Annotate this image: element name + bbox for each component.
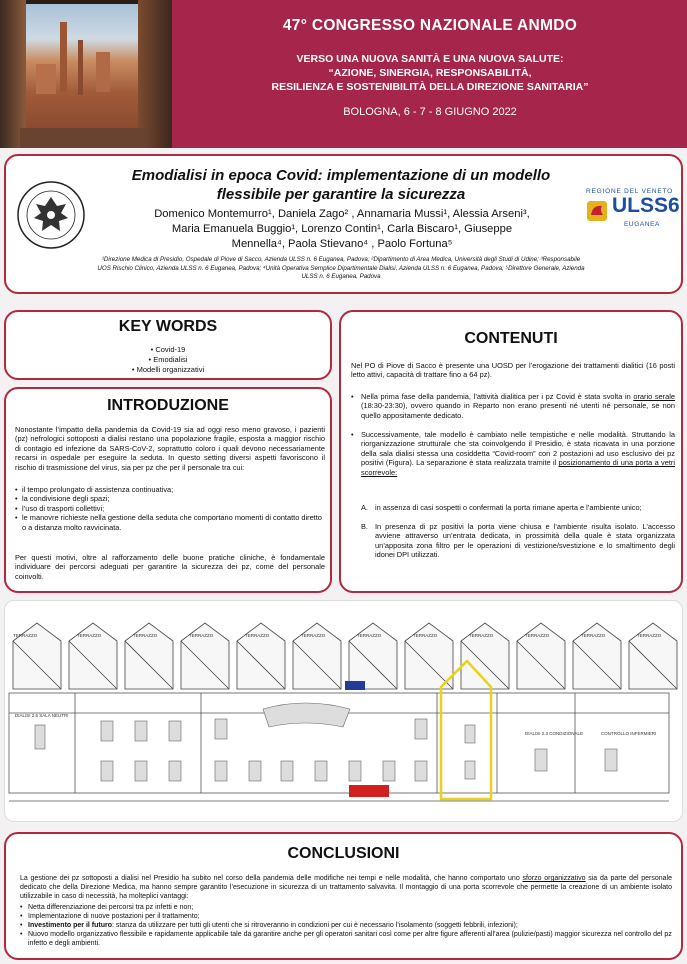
contenuti-item-b: B. In presenza di pz positivi la porta viene chiusa e l’ambiente risulta isolato. L’accesso avviene attraverso un’entrata dedicata, in prossimità della quale è stata organizzata un’apposita zona filtro per le operazioni di vestizione/svestizione e lo smaltimento degli idonei DPI utilizzati. bbox=[361, 522, 675, 560]
blue-marker bbox=[345, 681, 365, 690]
floor-plan-label: TERRAZZO bbox=[245, 633, 270, 638]
intro-bullet: • l’uso di trasporti collettivi; bbox=[15, 504, 325, 513]
floor-plan-label: TERRAZZO bbox=[469, 633, 494, 638]
ulss-label: ULSS6 bbox=[612, 194, 680, 217]
author-list: Domenico Montemurro¹, Daniela Zago² , Annamaria Mussi¹, Alessia Arseni³, Maria Emanuela Buggio¹, Lorenzo Contin¹, Carla Biscaro¹, Giuseppe Mennella⁴, Paola Stievano⁴ , Paolo Fortuna⁵ bbox=[154, 208, 530, 250]
lion-of-st-mark-icon bbox=[586, 200, 608, 222]
floor-plan-label: TERRAZZO bbox=[13, 633, 38, 638]
affiliations: ¹Direzione Medica di Presidio, Ospedale di Piove di Sacco, Azienda ULSS n. 6 Euganea, Padova; ²Dipartimento di Area Medica, Università degli Studi di Udine; ³Responsabile UOS Rischio Clinico, Azienda ULSS n. 6 Euganea, Padova; ⁴Unità Operativa Semplice Dipartimentale Dialisi, Azienda ULSS n. 6 Euganea, Padova; ⁵Direttore Generale, Azienda ULSS n. 6 Euganea, Padova bbox=[97, 256, 585, 280]
contenuti-bullet-2: • Successivamente, tale modello è cambiato nelle tempistiche e nelle modalità. Struttando la riorganizzazione strutturale che sta coinvolgendo il Presidio, è stata ricavata in una porzione della sala dialisi stessa una cosiddetta “Covid-room” con 2 postazioni ad uso esclusivo dei pz positivi (Figura). La separazione è stata realizzata tramite il posizionamento di una porta a vetri scorrevole: bbox=[351, 430, 675, 477]
keywords-list bbox=[6, 345, 330, 375]
floor-plan-label: TERRAZZO bbox=[357, 633, 382, 638]
room-label-nurses: CONTROLLO INFERMIERI bbox=[601, 731, 657, 736]
contenuti-panel bbox=[339, 310, 683, 593]
congress-date: BOLOGNA, 6 - 7 - 8 GIUGNO 2022 bbox=[343, 106, 517, 118]
title-panel bbox=[4, 154, 683, 294]
bologna-window-photo bbox=[0, 0, 172, 148]
floor-plan-label: TERRAZZO bbox=[413, 633, 438, 638]
intro-bullet: • la condivisione degli spazi; bbox=[15, 494, 325, 503]
conclusioni-bullet: • Nuovo modello organizzativo flessibile e rapidamente applicabile tale da garantire anche per gli operatori sanitari così come per altre figure afferenti all’area (pulizie/pasti) maggior sicurezza nel controllo del pz infetto e degli ambienti. bbox=[20, 930, 672, 948]
euganea-label: EUGANEA bbox=[624, 221, 660, 228]
congress-header bbox=[0, 0, 687, 148]
region-label: REGIONE DEL VENETO bbox=[586, 188, 674, 195]
room-label-right: DIALISI 2.3 CONDIZIONALE bbox=[525, 731, 584, 736]
floor-plan-label: TERRAZZO bbox=[301, 633, 326, 638]
conclusioni-paragraph: La gestione dei pz sottoposti a dialisi nel Presidio ha subito nel corso della pandemia delle modifiche nei tempi e nelle modalità, che hanno comportato uno sforzo organizzativo sia da parte del personale dedicato che della Direzione Medica, ma hanno sempre garantito l’esecuzione in sicurezza di un trattamento salvavita. Il montaggio di una porta scorrevole che permette la creazione di un ambiente isolato utilizzabile in caso di necessità, ha molteplici vantaggi: bbox=[20, 875, 672, 900]
floor-plan-label: TERRAZZO bbox=[77, 633, 102, 638]
congress-title: 47° CONGRESSO NAZIONALE ANMDO bbox=[282, 17, 578, 34]
intro-bullet: • il tempo prolungato di assistenza continuativa; bbox=[15, 485, 325, 494]
floor-plan-label: TERRAZZO bbox=[133, 633, 158, 638]
intro-bullet: • le manovre richieste nella gestione della seduta che comportano momenti di contatto diretto o a distanza molto ravvicinata. bbox=[15, 513, 325, 532]
floor-plan-label: TERRAZZO bbox=[637, 633, 662, 638]
conclusioni-bullet: • Netta differenziazione dei percorsi tra pz infetti e non; bbox=[20, 903, 672, 912]
floor-plan-label: TERRAZZO bbox=[581, 633, 606, 638]
intro-panel bbox=[4, 387, 332, 593]
paper-title: Emodialisi in epoca Covid: implementazione di un modello flessibile per garantire la sicurezza bbox=[131, 167, 551, 203]
keyword-item: • Covid-19 bbox=[6, 345, 330, 355]
keywords-heading: KEY WORDS bbox=[118, 318, 218, 335]
conclusioni-bullet-list bbox=[20, 903, 672, 948]
red-marker bbox=[349, 785, 389, 797]
conclusioni-heading: CONCLUSIONI bbox=[287, 845, 400, 862]
floor-plan-drawing bbox=[5, 601, 682, 821]
keywords-panel bbox=[4, 310, 332, 380]
intro-paragraph: Nonostante l’impatto della pandemia da Covid-19 sia ad oggi reso meno gravoso, i pazienti (pz) nefrologici sottoposti a dialisi restano una popolazione fragile, esposta a maggior rischio di contagio ed infezione da SARS-CoV-2, soprattutto coloro i quali devono necessariamente recarsi in ospedale per eseguire la seduta. In questo setting diversi aspetti favoriscono il rischio di trasmissione del virus, sia per pz che per il personale tra cui: bbox=[15, 425, 325, 472]
contenuti-item-a: A. in assenza di casi sospetti o confermati la porta rimane aperta e l’ambiente unico; bbox=[361, 503, 642, 512]
contenuti-paragraph: Nel PO di Piove di Sacco è presente una UOSD per l’erogazione dei trattamenti dialitici (16 posti letto attivi, capacità di trattare fino a 64 pz). bbox=[351, 361, 675, 380]
ulss6-logo bbox=[582, 188, 680, 248]
conclusioni-bullet: • Investimento per il futuro: stanza da utilizzare per tutti gli utenti che si ritroveranno in condizioni per cui è necessario l’isolamento (soggetti febbrili, infezioni); bbox=[20, 921, 672, 930]
floor-plan-label: TERRAZZO bbox=[189, 633, 214, 638]
congress-subtitle: VERSO UNA NUOVA SANITÀ E UNA NUOVA SALUTE: “AZIONE, SINERGIA, RESPONSABILITÀ, RESILIENZA E SOSTENIBILITÀ DELLA DIREZIONE SANITARIA” bbox=[271, 53, 589, 93]
room-label-left: DIALISI 2.6 SALA NEUTRI bbox=[15, 713, 69, 718]
keyword-item: • Emodialisi bbox=[6, 355, 330, 365]
keyword-item: • Modelli organizzativi bbox=[6, 365, 330, 375]
conclusioni-bullet: • Implementazione di nuove postazioni per il trattamento; bbox=[20, 912, 672, 921]
contenuti-bullet-1: • Nella prima fase della pandemia, l’attività dialitica per i pz Covid è stata svolta in orario serale (18:30-23:30), ovvero quando in Reparto non erano presenti né utenti né personale, se non quello appositamente dedicato. bbox=[351, 392, 675, 420]
floor-plan-figure bbox=[4, 600, 683, 822]
conclusioni-panel bbox=[4, 832, 683, 960]
contenuti-heading: CONTENUTI bbox=[464, 330, 558, 347]
floor-plan-label: TERRAZZO bbox=[525, 633, 550, 638]
intro-paragraph-2: Per questi motivi, oltre al rafforzamento delle buone pratiche cliniche, è fondamentale individuare dei percorsi adeguati per garantire la sicurezza dei pz, come del personale coinvolti. bbox=[15, 553, 325, 581]
intro-heading: INTRODUZIONE bbox=[107, 397, 229, 414]
university-seal-icon bbox=[16, 180, 86, 250]
intro-bullet-list bbox=[15, 485, 325, 532]
